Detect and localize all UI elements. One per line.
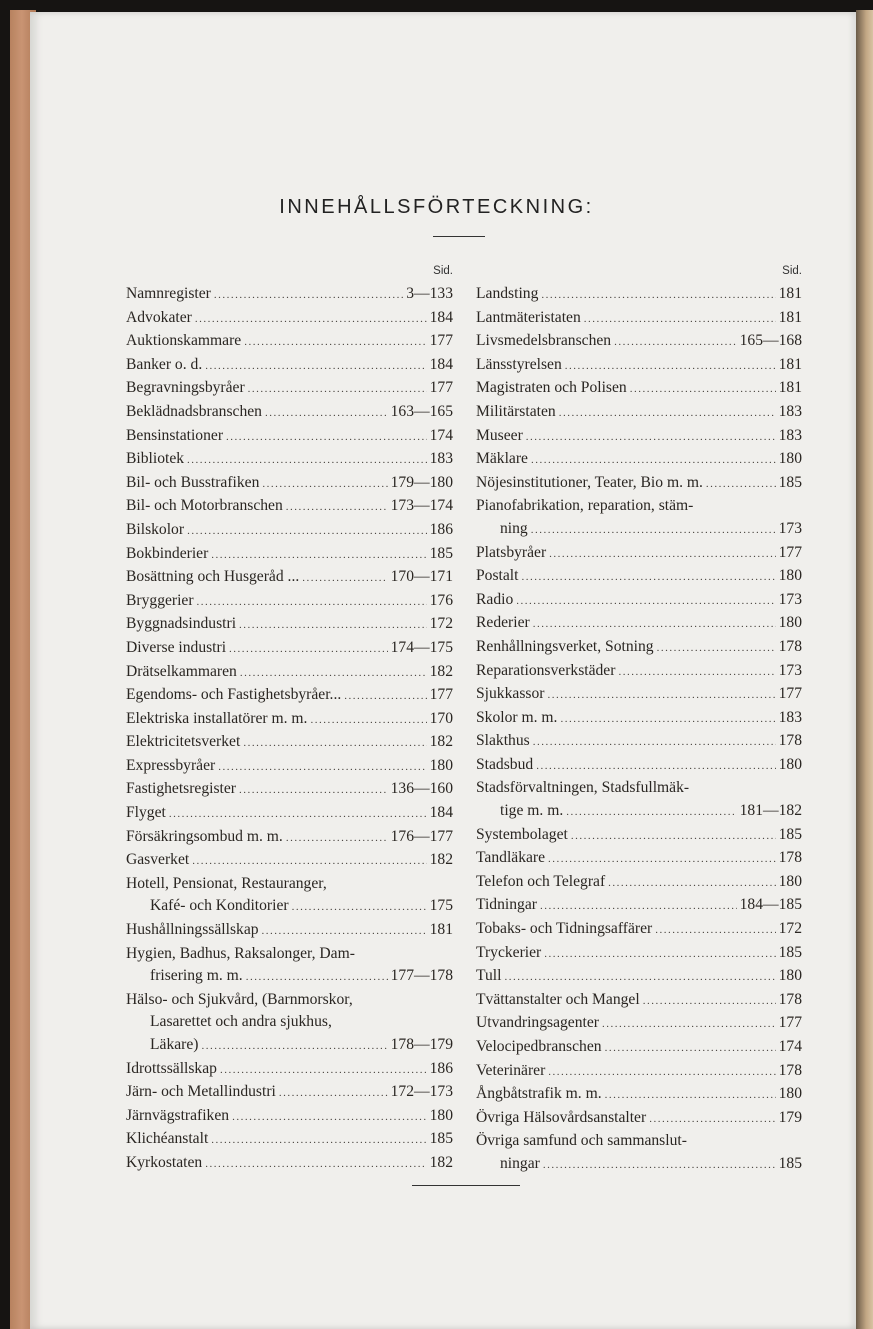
toc-entry-page: 183 (778, 426, 802, 444)
toc-entry (126, 495, 453, 519)
toc-entry (476, 354, 802, 378)
column-header: Sid. (433, 265, 453, 277)
toc-entry-page: 178 (778, 1061, 802, 1079)
dot-leader (169, 803, 427, 826)
page-title: INNEHÅLLSFÖRTECKNING: (279, 196, 594, 218)
dot-leader (706, 473, 776, 496)
toc-entry-page: 181 (778, 285, 802, 302)
toc-entry-title: Tobaks- och Tidningsaffärer (476, 920, 653, 938)
toc-entry-page: 177 (429, 379, 453, 397)
dot-leader (618, 661, 775, 684)
toc-entry (126, 1105, 453, 1129)
toc-entry (126, 708, 453, 732)
toc-entry-title: Beklädnadsbranschen (126, 402, 262, 420)
toc-entry-title: Banker o. d. (126, 355, 203, 373)
toc-entry-page: 186 (429, 520, 453, 538)
dot-leader (531, 519, 776, 542)
dot-leader (649, 1108, 775, 1131)
toc-entry-title: Järnvägstrafiken (126, 1106, 230, 1124)
dot-leader (187, 520, 427, 543)
dot-leader (608, 872, 775, 895)
dot-leader (232, 1106, 427, 1129)
toc-entry (476, 1107, 802, 1131)
toc-entry-title: Bilskolor (126, 520, 185, 538)
toc-entry-title: Rederier (476, 614, 530, 632)
dot-leader (248, 378, 427, 401)
dot-leader (504, 966, 775, 989)
toc-entry-title: Sjukkassor (476, 685, 545, 703)
toc-entry-page: 173 (778, 590, 802, 608)
dot-leader (205, 355, 426, 378)
toc-column-left (126, 262, 453, 1176)
toc-entry-title: Velocipedbranschen (476, 1038, 602, 1055)
toc-entry (126, 472, 453, 496)
toc-entry (476, 1012, 802, 1036)
toc-entry-page: 3—133 (406, 285, 453, 302)
toc-entry-title: Fastighetsregister (126, 780, 237, 798)
toc-entry (126, 543, 453, 567)
toc-entry-page: 172 (778, 920, 802, 938)
toc-entry-page: 163—165 (390, 402, 453, 420)
toc-entry-title: Tandläkare (476, 849, 546, 867)
toc-entry-page: 183 (778, 708, 802, 726)
toc-entry-page: 177 (429, 686, 453, 704)
dot-leader (286, 496, 388, 519)
toc-entry-page: 173 (778, 519, 802, 537)
toc-entry (476, 824, 802, 848)
title-rule (433, 236, 485, 237)
dot-leader (614, 331, 737, 354)
dot-leader (565, 355, 776, 378)
dot-leader (543, 1154, 776, 1177)
dot-leader (239, 614, 427, 637)
dot-leader (643, 990, 776, 1013)
toc-entry-page: 183 (778, 402, 802, 420)
dot-leader (544, 943, 775, 966)
toc-entry-title: Nöjesinstitutioner, Teater, Bio m. m. (476, 473, 703, 491)
toc-entry-title: Platsbyråer (476, 543, 547, 561)
dot-leader (541, 284, 775, 307)
toc-entry-lead-line: Lasarettet och andra sjukhus, (150, 1013, 332, 1031)
toc-entry (126, 731, 453, 755)
toc-entry (476, 871, 802, 895)
toc-entry-page: 176 (429, 591, 453, 609)
toc-entry-page: 180 (778, 755, 802, 773)
dot-leader (218, 756, 426, 779)
toc-entry-title: Bosättning och Husgeråd ... (126, 568, 300, 586)
toc-entry-page: 178 (778, 732, 802, 750)
dot-leader (344, 685, 426, 708)
toc-entry-lead-line: Stadsförvaltningen, Stadsfullmäk- (476, 779, 690, 797)
toc-entry-page: 180 (778, 872, 802, 890)
toc-entry-title: Bil- och Motorbranschen (126, 497, 283, 515)
toc-entry-page: 185 (429, 1130, 453, 1148)
dot-leader (571, 825, 776, 848)
toc-entry (476, 918, 802, 942)
dot-leader (262, 920, 427, 943)
toc-entry (476, 707, 802, 731)
toc-entry-page: 177—178 (390, 967, 453, 985)
toc-entry (476, 1060, 802, 1084)
toc-entry-page: 182 (429, 1153, 453, 1171)
dot-leader (540, 895, 737, 918)
toc-entry (476, 565, 802, 589)
toc-entry-title: Telefon och Telegraf (476, 872, 606, 890)
toc-entry-title: Militärstaten (476, 402, 556, 420)
toc-entry (476, 847, 802, 871)
dot-leader (286, 827, 388, 850)
toc-entry (476, 1083, 802, 1107)
toc-entry-title: Renhållningsverket, Sotning (476, 637, 654, 655)
toc-entry (126, 873, 453, 919)
dot-leader (536, 755, 775, 778)
toc-entry (476, 942, 802, 966)
toc-entry (126, 1081, 453, 1105)
toc-entry-title: ningar (500, 1154, 540, 1172)
toc-entry-page: 184 (429, 355, 453, 373)
dot-leader (262, 473, 387, 496)
toc-entry-page: 136—160 (390, 780, 453, 798)
toc-entry (126, 590, 453, 614)
toc-entry (126, 1128, 453, 1152)
toc-entry (126, 613, 453, 637)
toc-entry-title: Namnregister (126, 285, 211, 302)
toc-entry-title: Auktionskammare (126, 332, 242, 350)
toc-entry-title: Tidningar (476, 896, 537, 914)
toc-entry (476, 989, 802, 1013)
toc-entry (126, 849, 453, 873)
toc-entry-lead-line: Hygien, Badhus, Raksalonger, Dam- (126, 944, 355, 962)
toc-entry (476, 660, 802, 684)
toc-entry-title: Läkare) (150, 1036, 199, 1053)
toc-entry-page: 178 (778, 849, 802, 867)
dot-leader (265, 402, 388, 425)
toc-entry-title: Bibliotek (126, 450, 185, 468)
toc-entry (126, 778, 453, 802)
toc-entry-page: 180 (778, 450, 802, 468)
toc-entry-page: 177 (778, 685, 802, 703)
toc-entry-title: Försäkringsombud m. m. (126, 827, 283, 845)
toc-entry-title: Hushållningssällskap (126, 921, 259, 939)
toc-entry (476, 425, 802, 449)
toc-entry-page: 180 (778, 1085, 802, 1103)
toc-entry-title: Museer (476, 426, 523, 444)
toc-entry-page: 180 (778, 967, 802, 985)
toc-entry-title: Tull (476, 967, 502, 985)
dot-leader (605, 1084, 776, 1107)
toc-entry (126, 519, 453, 543)
toc-entry-page: 172 (429, 615, 453, 633)
toc-entry-page: 185 (429, 544, 453, 562)
toc-entry-lead-line: Övriga samfund och sammanslut- (476, 1132, 687, 1150)
toc-entry-page: 181 (429, 921, 453, 939)
toc-entry-title: Bil- och Busstrafiken (126, 473, 260, 491)
toc-entry-title: Expressbyråer (126, 756, 216, 774)
toc-entry-page: 182 (429, 733, 453, 751)
toc-entry-title: Landsting (476, 285, 539, 302)
toc-entry (476, 636, 802, 660)
toc-entry (126, 1058, 453, 1082)
toc-entry-page: 180 (778, 567, 802, 585)
toc-entry (126, 943, 453, 989)
dot-leader (229, 638, 388, 661)
toc-entry (126, 377, 453, 401)
toc-entry-lead-line: Hälso- och Sjukvård, (Barnmorskor, (126, 990, 353, 1008)
toc-entry-title: Mäklare (476, 450, 528, 468)
toc-entry (126, 354, 453, 378)
toc-entry (476, 730, 802, 754)
toc-entry-title: Ångbåtstrafik m. m. (476, 1085, 602, 1103)
toc-entry (476, 330, 802, 354)
toc-entry (476, 448, 802, 472)
toc-entry (126, 448, 453, 472)
toc-entry-title: Kyrkostaten (126, 1153, 203, 1171)
toc-entry (476, 589, 802, 613)
toc-entry-title: Diverse industri (126, 638, 227, 656)
dot-leader (602, 1013, 776, 1036)
dot-leader (197, 591, 427, 614)
toc-entry-page: 185 (778, 825, 802, 843)
column-header: Sid. (782, 265, 802, 277)
toc-entry (126, 989, 453, 1058)
toc-entry-page: 185 (778, 943, 802, 961)
toc-entry-page: 181 (778, 379, 802, 397)
toc-entry-lead-line: Hotell, Pensionat, Restauranger, (126, 874, 327, 892)
toc-entry-page: 175 (429, 897, 453, 915)
toc-entry (476, 777, 802, 823)
toc-entry-title: Drätselkammaren (126, 662, 237, 680)
toc-entry-title: Bryggerier (126, 591, 194, 609)
toc-entry-title: Gasverket (126, 851, 190, 869)
dot-leader (243, 732, 426, 755)
dot-leader (516, 590, 775, 613)
toc-entry (476, 1130, 802, 1176)
dot-leader (566, 801, 736, 824)
dot-leader (205, 1153, 426, 1176)
dot-leader (521, 566, 775, 589)
dot-leader (526, 426, 776, 449)
toc-entry-title: Magistraten och Polisen (476, 379, 627, 397)
toc-entry-title: Idrottssällskap (126, 1059, 217, 1077)
dot-leader (533, 731, 776, 754)
toc-entry-page: 182 (429, 662, 453, 680)
dot-leader (246, 966, 388, 989)
toc-entry-page: 178—179 (390, 1036, 453, 1053)
toc-entry (126, 637, 453, 661)
dot-leader (292, 896, 427, 919)
dot-leader (211, 1129, 426, 1152)
dot-leader (226, 426, 427, 449)
toc-entry (126, 919, 453, 943)
toc-entry-title: Postalt (476, 567, 519, 585)
toc-entry (476, 1036, 802, 1060)
toc-entry (476, 377, 802, 401)
toc-entry-title: tige m. m. (500, 802, 564, 820)
toc-entry (476, 495, 802, 541)
toc-entry-page: 174—175 (390, 638, 453, 656)
toc-entry-title: Elektricitetsverket (126, 733, 241, 751)
toc-entry (126, 802, 453, 826)
toc-entry-title: Flyget (126, 804, 166, 822)
toc-entry-page: 176—177 (390, 827, 453, 845)
toc-entry-title: Klichéanstalt (126, 1130, 209, 1148)
toc-entry-title: Begravningsbyråer (126, 379, 245, 397)
dot-leader (214, 284, 403, 307)
toc-entry-page: 183 (429, 450, 453, 468)
toc-entry (126, 330, 453, 354)
dot-leader (533, 613, 776, 636)
toc-entry-title: Bensinstationer (126, 426, 224, 444)
toc-entry-title: Egendoms- och Fastighetsbyråer... (126, 686, 342, 704)
toc-entry-title: Länsstyrelsen (476, 355, 562, 373)
toc-entry-page: 179 (778, 1108, 802, 1126)
dot-leader (240, 662, 427, 685)
toc-entry (476, 754, 802, 778)
toc-entry-title: Veterinärer (476, 1061, 546, 1079)
footer-rule (412, 1185, 520, 1186)
toc-entry-title: Systembolaget (476, 825, 568, 843)
toc-entry-page: 185 (778, 1154, 802, 1172)
dot-leader (220, 1059, 427, 1082)
toc-entry-title: Stadsbud (476, 755, 534, 773)
toc-entry-page: 186 (429, 1059, 453, 1077)
dot-leader (531, 449, 776, 472)
toc-entry-title: Advokater (126, 308, 192, 326)
toc-entry (126, 283, 453, 307)
toc-entry (476, 894, 802, 918)
toc-entry-title: Byggnadsindustri (126, 615, 237, 633)
toc-entry-title: Tryckerier (476, 943, 542, 961)
toc-entry-page: 182 (429, 851, 453, 869)
toc-entry (476, 283, 802, 307)
toc-entry-page: 170—171 (390, 568, 453, 586)
dot-leader (549, 543, 775, 566)
dot-leader (279, 1082, 388, 1105)
toc-entry-title: ning (500, 519, 528, 537)
toc-entry (476, 965, 802, 989)
toc-entry-page: 184 (429, 804, 453, 822)
dot-leader (605, 1037, 776, 1060)
dot-leader (630, 378, 776, 401)
dot-leader (195, 308, 427, 331)
toc-entry-page: 177 (429, 332, 453, 350)
toc-entry (476, 472, 802, 496)
toc-entry-page: 178 (778, 637, 802, 655)
toc-entry (126, 684, 453, 708)
toc-entry-page: 172—173 (390, 1083, 453, 1101)
dot-leader (548, 848, 776, 871)
toc-entry-page: 173—174 (390, 497, 453, 515)
dot-leader (548, 1061, 775, 1084)
toc-entry-page: 177 (778, 1014, 802, 1032)
toc-entry (476, 612, 802, 636)
dot-leader (657, 637, 776, 660)
toc-entry-title: Utvandringsagenter (476, 1014, 599, 1032)
toc-entry (126, 566, 453, 590)
toc-entry-title: Skolor m. m. (476, 708, 558, 726)
toc-entry-title: Bokbinderier (126, 544, 209, 562)
toc-entry-title: Lantmäteristaten (476, 308, 581, 326)
dot-leader (310, 709, 426, 732)
dot-leader (547, 684, 775, 707)
toc-entry-page: 170 (429, 709, 453, 727)
toc-entry-page: 174 (778, 1038, 802, 1055)
dot-leader (192, 850, 426, 873)
toc-entry-page: 181 (778, 308, 802, 326)
toc-entry-page: 180 (429, 1106, 453, 1124)
toc-entry-title: Övriga Hälsovårdsanstalter (476, 1108, 647, 1126)
toc-entry-page: 173 (778, 661, 802, 679)
toc-entry-page: 184—185 (739, 896, 802, 914)
dot-leader (302, 567, 387, 590)
toc-entry-title: Radio (476, 590, 514, 608)
toc-entry-page: 180 (778, 614, 802, 632)
dot-leader (244, 331, 426, 354)
toc-entry-page: 181—182 (739, 802, 802, 820)
toc-entry (476, 683, 802, 707)
toc-entry (126, 755, 453, 779)
toc-entry-title: frisering m. m. (150, 967, 243, 985)
toc-entry (126, 401, 453, 425)
dot-leader (211, 544, 426, 567)
dot-leader (187, 449, 427, 472)
toc-entry-page: 165—168 (739, 332, 802, 350)
toc-entry (126, 425, 453, 449)
toc-column-right (476, 262, 802, 1177)
dot-leader (559, 402, 776, 425)
toc-entry-page: 184 (429, 308, 453, 326)
toc-entry-title: Elektriska installatörer m. m. (126, 709, 308, 727)
toc-entry-lead-line: Pianofabrikation, reparation, stäm- (476, 497, 694, 515)
toc-entry (476, 401, 802, 425)
dot-leader (560, 708, 775, 731)
toc-entry-page: 180 (429, 756, 453, 774)
dot-leader (584, 308, 776, 331)
dot-leader (201, 1035, 387, 1058)
toc-entry-title: Livsmedelsbranschen (476, 332, 612, 350)
toc-entry (476, 542, 802, 566)
toc-entry (476, 307, 802, 331)
toc-entry-page: 178 (778, 990, 802, 1008)
dot-leader (239, 779, 388, 802)
toc-entry-page: 174 (429, 426, 453, 444)
toc-entry-page: 181 (778, 355, 802, 373)
toc-entry (126, 826, 453, 850)
toc-entry-title: Kafé- och Konditorier (150, 897, 289, 915)
toc-entry-title: Tvättanstalter och Mangel (476, 990, 640, 1008)
toc-entry-page: 185 (778, 473, 802, 491)
toc-entry-title: Järn- och Metallindustri (126, 1083, 276, 1101)
toc-entry (126, 1152, 453, 1176)
toc-entry-page: 179—180 (390, 473, 453, 491)
dot-leader (655, 919, 775, 942)
toc-entry-page: 177 (778, 543, 802, 561)
toc-entry (126, 661, 453, 685)
toc-entry-title: Slakthus (476, 732, 530, 750)
toc-entry (126, 307, 453, 331)
toc-entry-title: Reparationsverkstäder (476, 661, 616, 679)
